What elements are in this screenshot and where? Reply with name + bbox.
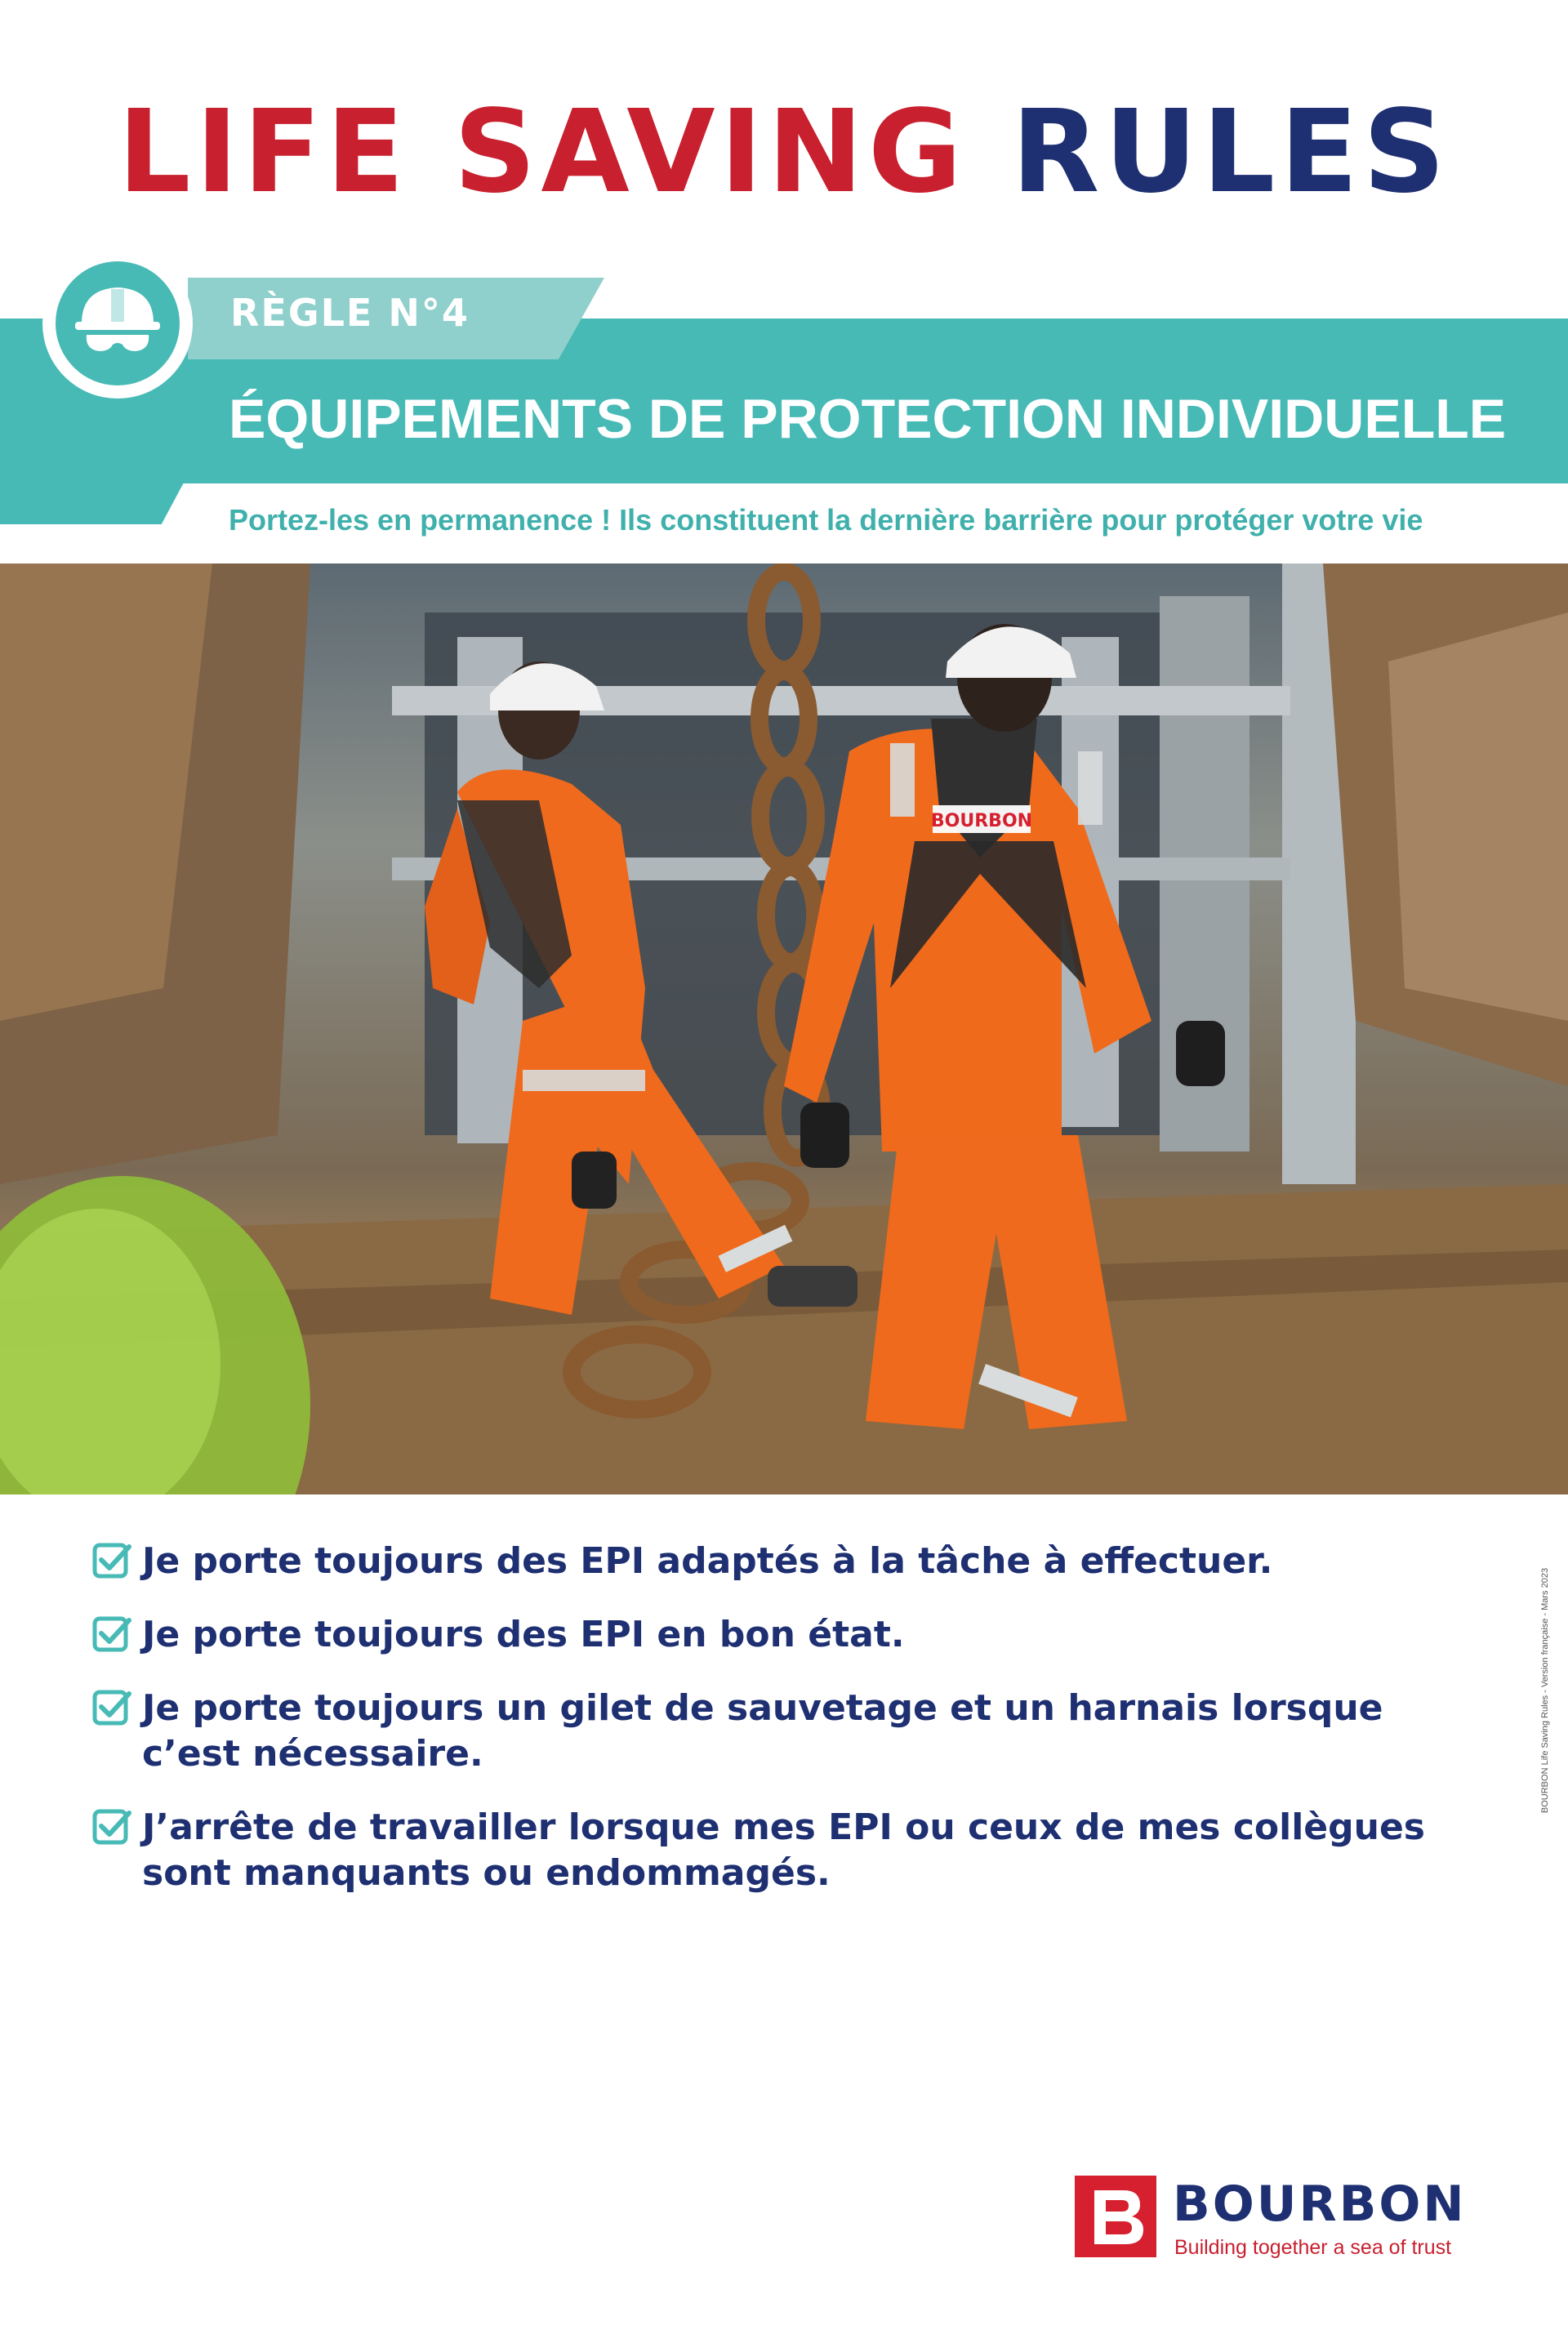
bourbon-logo-mark [1075,2176,1156,2257]
list-item [91,1612,1480,1658]
title-rules: RULES [1011,86,1450,219]
rule-subtitle: Portez-les en permanence ! Ils constituent la dernière barrière pour protéger votre vie [229,503,1423,537]
commitment-text: Je porte toujours un gilet de sauvetage et un harnais lorsque c’est nécessaire. [142,1687,1383,1775]
workers-illustration [0,564,1568,1494]
checkbox-checked-icon [91,1687,132,1728]
version-note: BOURBON Life Saving Rules - Version française - Mars 2023 [1540,1567,1550,1814]
list-item [91,1805,1480,1896]
list-item [91,1539,1480,1584]
rule-title: ÉQUIPEMENTS DE PROTECTION INDIVIDUELLE [229,388,1507,450]
bourbon-b-icon [1075,2176,1156,2257]
poster-title [0,86,1568,219]
checkbox-checked-icon [91,1540,132,1581]
title-life-saving: LIFE SAVING [118,86,967,219]
checkbox-checked-icon [91,1806,132,1847]
hero-photo [0,564,1568,1494]
commitment-text: Je porte toujours des EPI en bon état. [142,1614,905,1655]
helmet-goggles-icon [65,270,170,374]
checkbox-checked-icon [91,1614,132,1655]
commitment-text: J’arrête de travailler lorsque mes EPI ou ceux de mes collègues sont manquants ou endommagés. [142,1806,1425,1894]
list-item [91,1686,1480,1777]
overall-brand-text: BOURBON [930,811,1033,831]
brand-tagline: Building together a sea of trust [1174,2236,1452,2259]
commitments-list [91,1539,1480,1924]
commitment-text: Je porte toujours des EPI adaptés à la tâche à effectuer. [142,1540,1273,1582]
rule-number-label: RÈGLE N°4 [230,291,470,335]
brand-name: BOURBON [1173,2176,1467,2233]
